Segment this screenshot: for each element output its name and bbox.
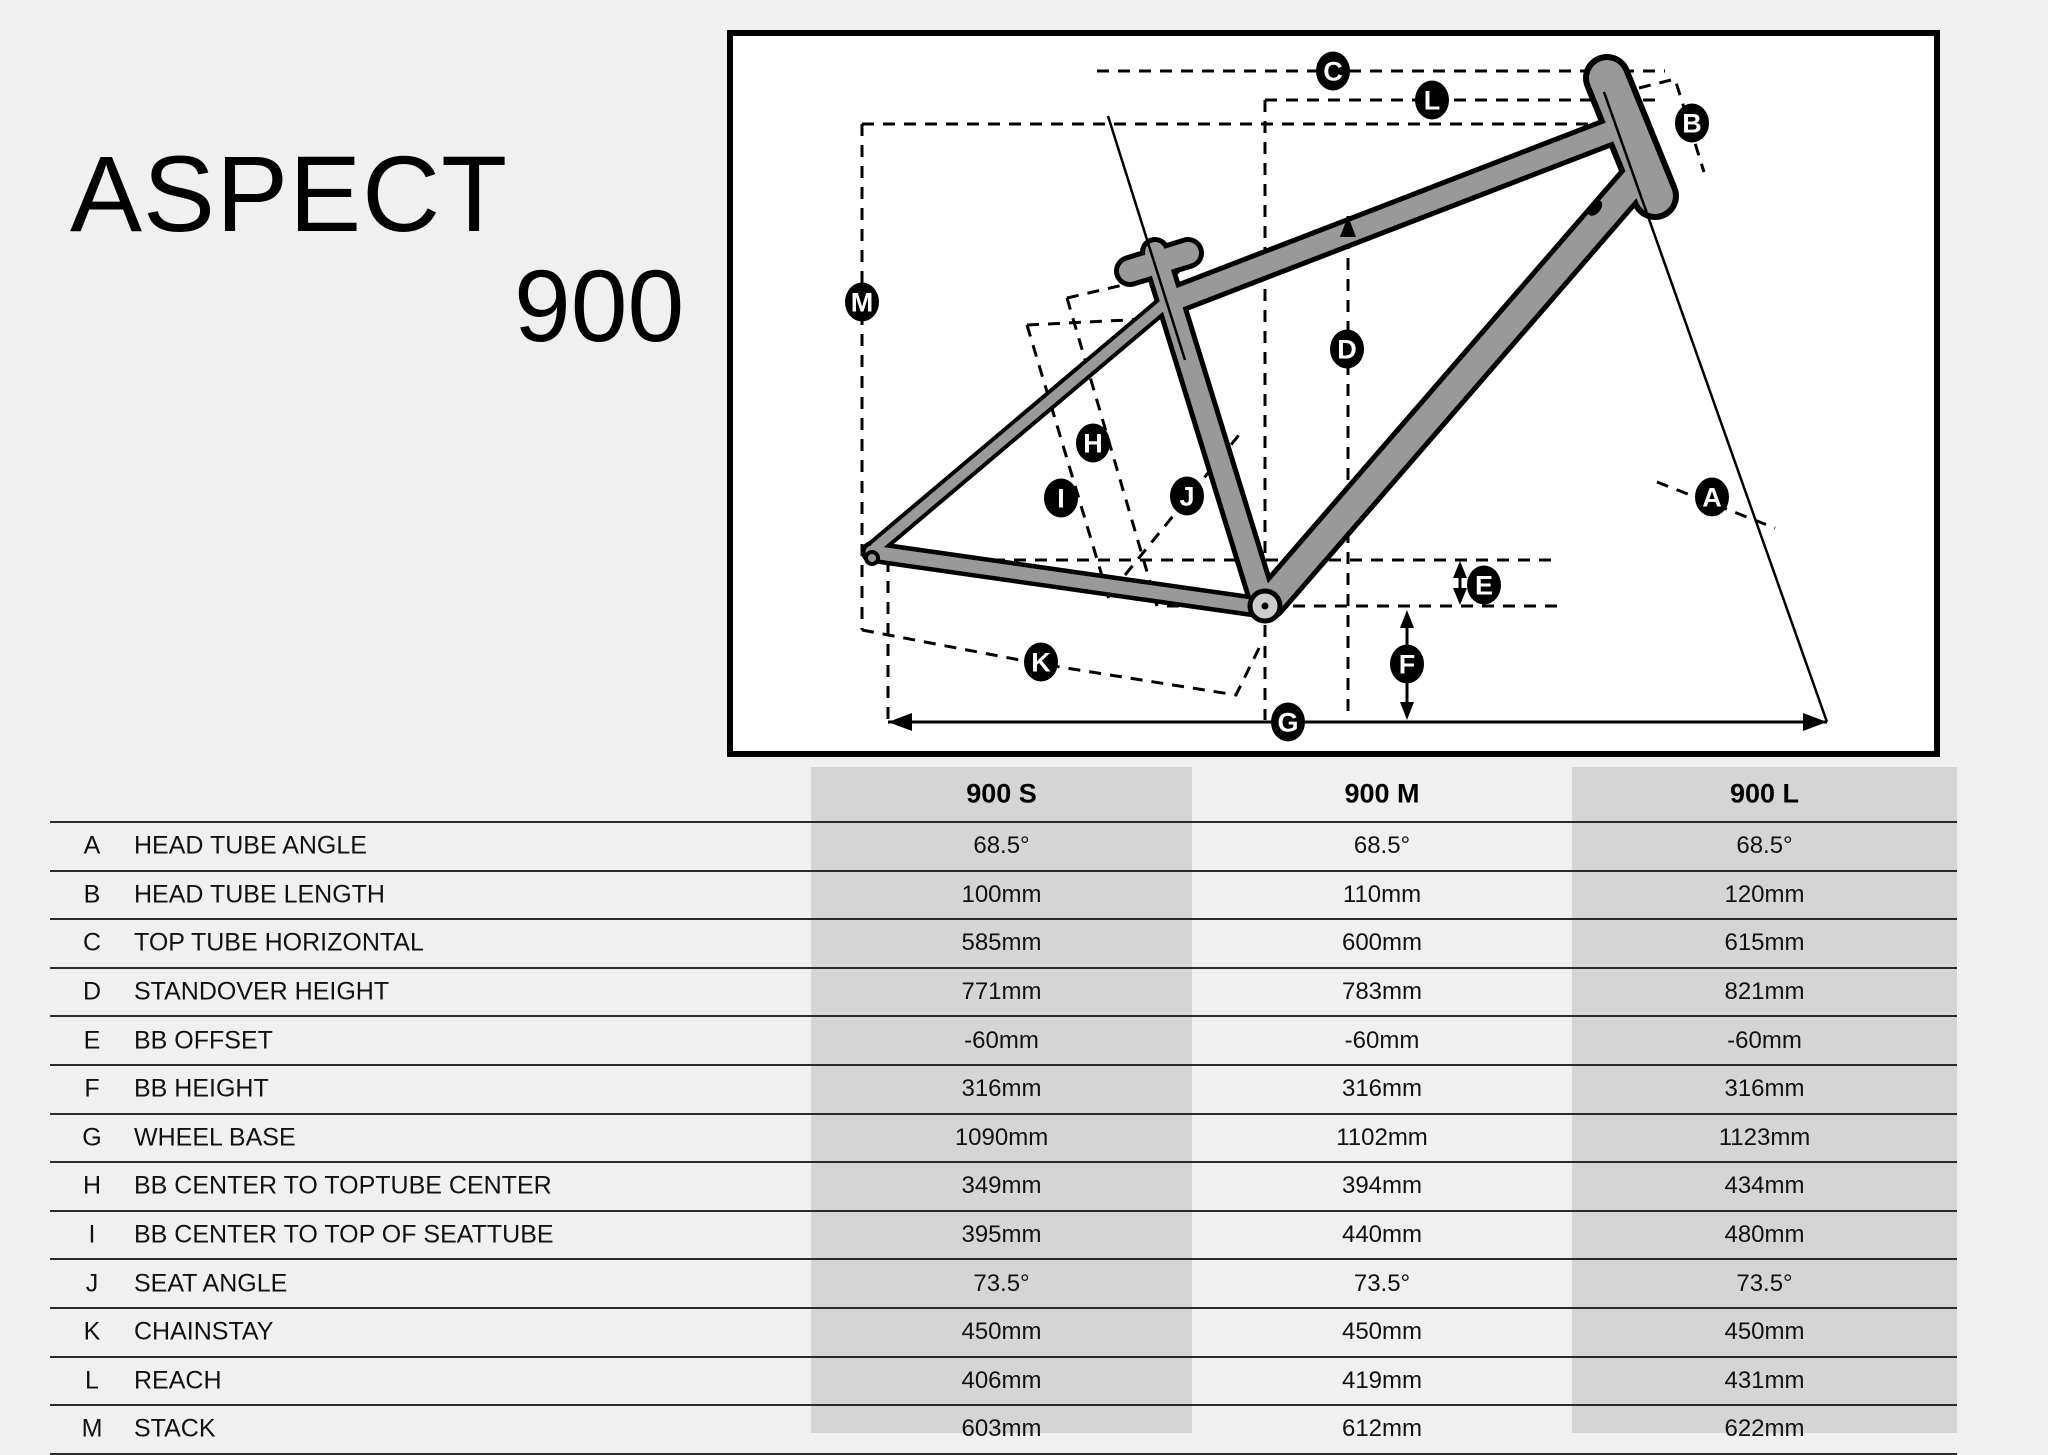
- svg-text:D: D: [1337, 334, 1357, 365]
- dimension-label: BB CENTER TO TOPTUBE CENTER: [134, 1171, 552, 1200]
- svg-text:E: E: [1474, 570, 1494, 601]
- dimension-label: WHEEL BASE: [134, 1123, 296, 1152]
- table-row-l: [50, 1358, 1957, 1407]
- dimension-marker-e: [1467, 566, 1501, 605]
- dimension-value-900-l: 615mm: [1724, 929, 1805, 957]
- svg-text:B: B: [1682, 108, 1702, 139]
- dimension-label: SEAT ANGLE: [134, 1269, 288, 1298]
- dimension-label: BB HEIGHT: [134, 1074, 269, 1103]
- dimension-marker-f: [1390, 645, 1424, 684]
- svg-text:A: A: [1702, 482, 1722, 513]
- table-row-j: [50, 1260, 1957, 1309]
- dimension-value-900-l: 431mm: [1724, 1366, 1805, 1394]
- geometry-diagram: [727, 30, 1940, 757]
- page-title: ASPECT: [70, 133, 509, 254]
- svg-text:I: I: [1057, 483, 1065, 514]
- dimension-marker-d: [1330, 330, 1364, 369]
- dimension-value-900-l: 434mm: [1724, 1172, 1805, 1200]
- dimension-value-900-m: 394mm: [1341, 1172, 1423, 1200]
- dimension-letter: C: [82, 928, 102, 957]
- dimension-letter: F: [84, 1074, 100, 1103]
- dimension-label: HEAD TUBE ANGLE: [134, 831, 367, 860]
- dimension-value-900-m: -60mm: [1344, 1026, 1420, 1054]
- geometry-table: [50, 767, 1957, 1443]
- dimension-value-900-m: 450mm: [1341, 1318, 1423, 1346]
- dimension-letter: L: [85, 1366, 99, 1395]
- dimension-letter: H: [82, 1171, 102, 1200]
- dimension-letter: A: [83, 831, 101, 860]
- table-body: [50, 823, 1957, 1455]
- dimension-value-900-m: 600mm: [1341, 929, 1423, 957]
- dimension-value-900-m: 1102mm: [1336, 1123, 1428, 1151]
- dimension-label: STACK: [134, 1414, 216, 1443]
- dimension-value-900-l: 1123mm: [1718, 1123, 1811, 1151]
- dimension-label: REACH: [134, 1366, 222, 1395]
- dimension-letter: E: [83, 1026, 101, 1055]
- dimension-value-900-s: 585mm: [961, 929, 1042, 957]
- dimension-value-900-m: 68.5°: [1353, 832, 1411, 860]
- dimension-letter: D: [82, 977, 102, 1006]
- dimension-value-900-s: 603mm: [961, 1415, 1042, 1443]
- column-header-900-s: 900 S: [966, 778, 1037, 809]
- column-header-900-l: 900 L: [1729, 778, 1800, 809]
- dimension-letter: J: [85, 1269, 99, 1298]
- dimension-value-900-s: 349mm: [961, 1172, 1042, 1200]
- dimension-value-900-s: 100mm: [961, 880, 1042, 908]
- dimension-value-900-m: 612mm: [1341, 1415, 1423, 1443]
- dimension-value-900-l: 450mm: [1724, 1318, 1805, 1346]
- dimension-marker-i: [1044, 479, 1078, 518]
- bike-frame-drawing: [727, 30, 1940, 757]
- dimension-value-900-l: -60mm: [1727, 1026, 1802, 1054]
- dimension-value-900-m: 110mm: [1342, 880, 1422, 908]
- table-row-e: [50, 1017, 1957, 1066]
- dimension-value-900-s: 771mm: [961, 978, 1042, 1006]
- table-row-m: [50, 1406, 1957, 1455]
- dimension-label: BB CENTER TO TOP OF SEATTUBE: [134, 1220, 554, 1249]
- dimension-label: TOP TUBE HORIZONTAL: [134, 928, 424, 957]
- table-row-b: [50, 872, 1957, 921]
- dimension-value-900-m: 419mm: [1341, 1366, 1423, 1394]
- dimension-marker-c: [1316, 52, 1350, 91]
- dimension-value-900-s: 68.5°: [973, 832, 1030, 860]
- dimension-label: CHAINSTAY: [134, 1317, 274, 1346]
- dimension-label: STANDOVER HEIGHT: [134, 977, 390, 1006]
- dimension-letter: K: [83, 1317, 101, 1346]
- dimension-value-900-m: 440mm: [1341, 1221, 1423, 1249]
- dimension-value-900-l: 120mm: [1724, 880, 1805, 908]
- dimension-value-900-s: 73.5°: [973, 1269, 1030, 1297]
- svg-text:K: K: [1031, 647, 1051, 678]
- dimension-marker-b: [1675, 104, 1709, 143]
- table-row-h: [50, 1163, 1957, 1212]
- table-row-c: [50, 920, 1957, 969]
- page-subtitle: 900: [514, 249, 685, 363]
- svg-text:M: M: [850, 287, 874, 318]
- dimension-value-900-l: 622mm: [1724, 1415, 1805, 1443]
- svg-text:J: J: [1179, 481, 1195, 512]
- dimension-label: HEAD TUBE LENGTH: [134, 880, 385, 909]
- dimension-value-900-s: 1090mm: [954, 1123, 1049, 1151]
- dimension-marker-g: [1271, 703, 1305, 742]
- dimension-value-900-m: 783mm: [1341, 978, 1423, 1006]
- dimension-marker-k: [1024, 643, 1058, 682]
- dimension-marker-l: [1415, 81, 1449, 120]
- svg-text:F: F: [1398, 649, 1416, 680]
- table-row-d: [50, 969, 1957, 1018]
- dimension-letter: B: [83, 880, 101, 909]
- svg-text:G: G: [1277, 707, 1299, 738]
- svg-text:L: L: [1423, 85, 1441, 116]
- dimension-letter: G: [82, 1123, 102, 1152]
- dimension-marker-h: [1076, 424, 1110, 463]
- dimension-value-900-s: 395mm: [961, 1221, 1042, 1249]
- diagram-frame-box: [730, 33, 1937, 754]
- dimension-value-900-s: -60mm: [964, 1026, 1039, 1054]
- svg-text:H: H: [1083, 428, 1103, 459]
- table-header: [50, 767, 1957, 823]
- dimension-value-900-m: 316mm: [1341, 1075, 1423, 1103]
- dimension-value-900-l: 73.5°: [1736, 1269, 1793, 1297]
- column-header-900-m: 900 M: [1344, 778, 1420, 809]
- dimension-marker-m: [845, 283, 879, 322]
- dimension-marker-j: [1170, 477, 1204, 516]
- svg-text:C: C: [1323, 56, 1343, 87]
- dimension-value-900-l: 68.5°: [1736, 832, 1793, 860]
- table-row-a: [50, 823, 1957, 872]
- dimension-value-900-l: 316mm: [1724, 1075, 1805, 1103]
- dimension-letter: M: [81, 1414, 103, 1443]
- dimension-marker-a: [1695, 478, 1729, 517]
- dimension-value-900-s: 450mm: [961, 1318, 1042, 1346]
- table-row-f: [50, 1066, 1957, 1115]
- dimension-value-900-s: 406mm: [961, 1366, 1042, 1394]
- table-row-g: [50, 1115, 1957, 1164]
- dimension-label: BB OFFSET: [134, 1026, 273, 1055]
- table-row-k: [50, 1309, 1957, 1358]
- dimension-value-900-s: 316mm: [961, 1075, 1042, 1103]
- table-row-i: [50, 1212, 1957, 1261]
- dimension-value-900-l: 480mm: [1724, 1221, 1805, 1249]
- dimension-value-900-m: 73.5°: [1353, 1269, 1411, 1297]
- dimension-value-900-l: 821mm: [1724, 978, 1805, 1006]
- dimension-letter: I: [88, 1220, 96, 1249]
